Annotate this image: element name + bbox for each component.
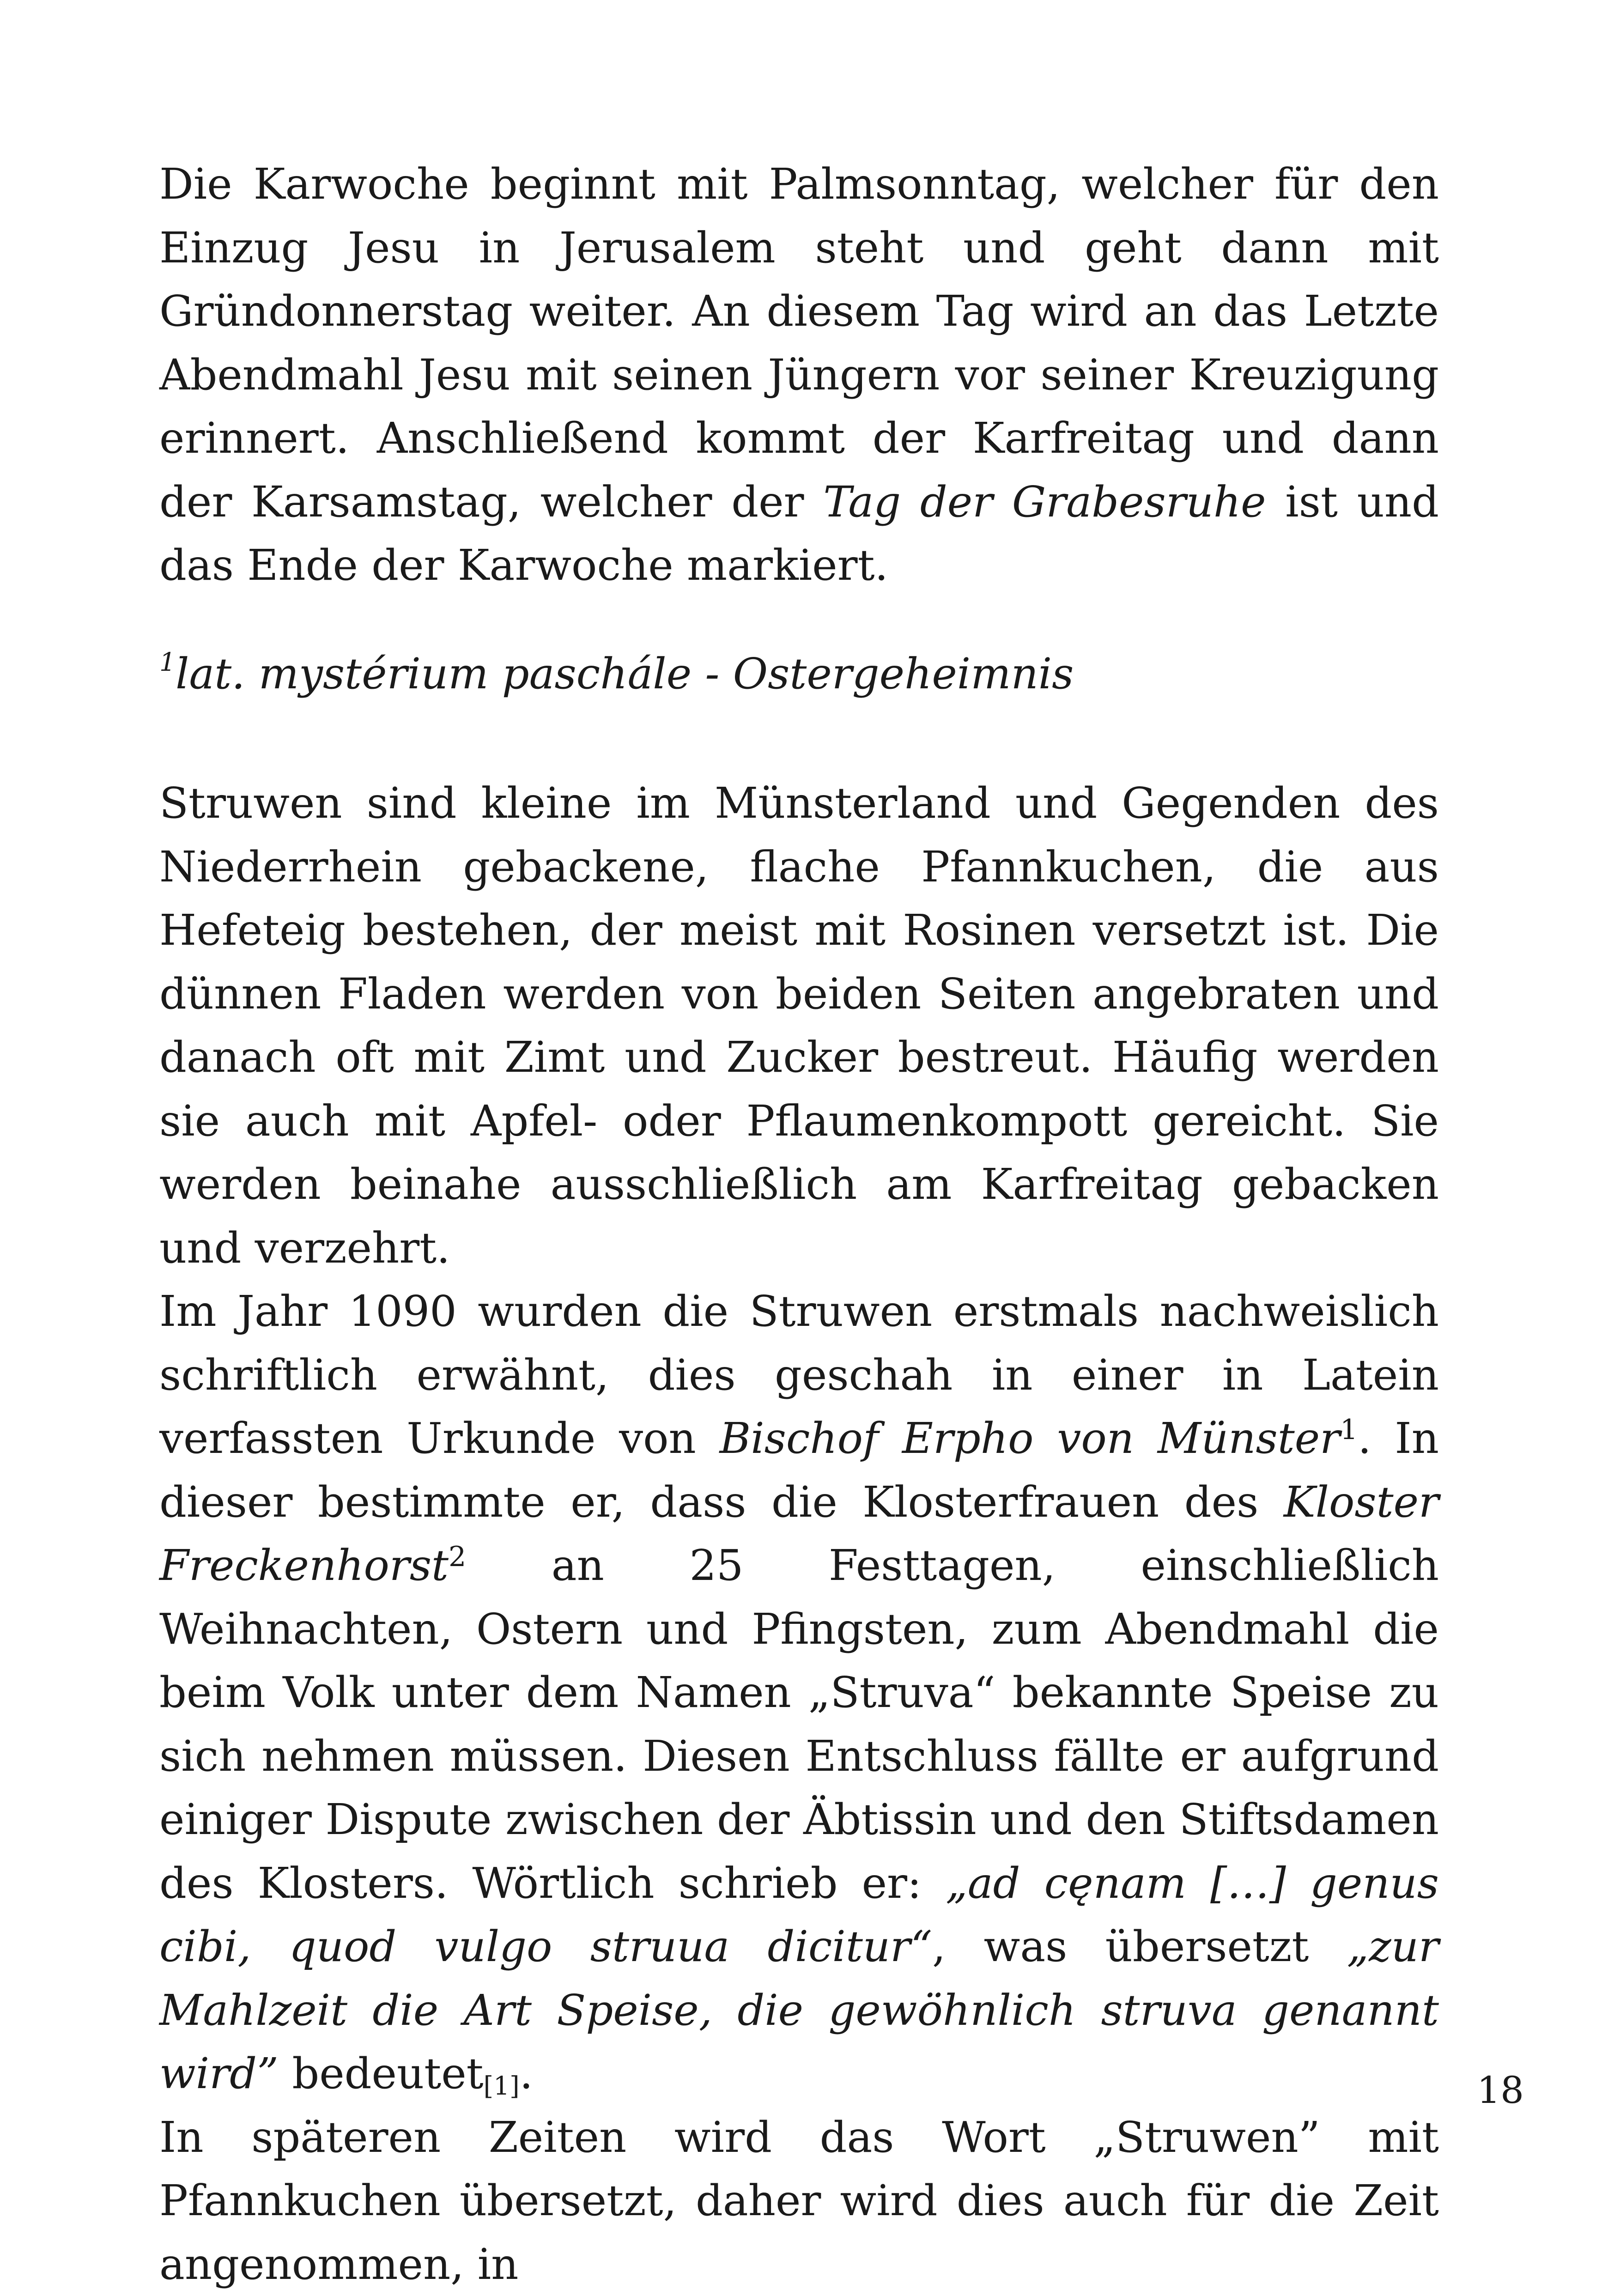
history-text-e: bedeutet <box>279 2049 484 2098</box>
footnote-ref-2: 2 <box>449 1541 466 1573</box>
footnote-marker: 1 <box>159 647 176 677</box>
paragraph-later-times: In späteren Zeiten wird das Wort „Struwen” mit Pfannkuchen übersetzt, daher wird dies auch für die Zeit angenommen, in <box>159 2106 1439 2296</box>
history-text-f: . <box>520 2049 533 2098</box>
page-number: 18 <box>1477 2067 1524 2114</box>
history-text-a: Im Jahr 1090 wurden die Struwen erstmals nachweislich schriftlich erwähnt, dies geschah in einer in Latein verfassten Urkunde von <box>159 1287 1439 1463</box>
translation-quote: „zur Mahlzeit die Art Speise, die gewöhnlich struva genannt wird” <box>159 1922 1439 2098</box>
paragraph-history <box>159 1280 1439 2106</box>
footnote <box>159 642 1439 706</box>
paragraph-karwoche-text-a: Die Karwoche beginnt mit Palmsonntag, welcher für den Einzug Jesu in Jerusalem steht und geht dann mit Gründonnerstag weiter. An diesem Tag wird an das Letzte Abendmahl Jesu mit seinen Jüngern vor seiner Kreuzigung erinnert. Anschließend kommt der Karfreitag und dann der Karsamstag, welcher der <box>159 159 1439 527</box>
text-block-top <box>159 152 1439 597</box>
term-tag-der-grabesruhe: Tag der Grabesruhe <box>823 477 1266 527</box>
history-text-c: an 25 Festtagen, einschließlich Weihnachten, Ostern und Pfingsten, zum Abendmahl die beim Volk unter dem Namen „Struva“ bekannte Speise zu sich nehmen müssen. Diesen Entschluss fällte er aufgrund einiger Dispute zwischen der Äbtissin und den Stiftsdamen des Klosters. Wörtlich schrieb er: <box>159 1541 1439 1908</box>
footnote-text: lat. mystérium paschále - Ostergeheimnis <box>176 649 1074 699</box>
text-block-main <box>159 771 1439 2296</box>
paragraph-karwoche-text-b: ist und das Ende der Karwoche markiert. <box>159 477 1439 590</box>
history-text-d: , was übersetzt <box>932 1922 1347 1971</box>
footnote-ref-1: 1 <box>1340 1414 1358 1446</box>
citation-ref: [1] <box>484 2071 520 2101</box>
term-bischof-erpho: Bischof Erpho von Münster <box>720 1414 1341 1463</box>
paragraph-struwen: Struwen sind kleine im Münsterland und Gegenden des Niederrhein gebackene, flache Pfannkuchen, die aus Hefeteig bestehen, der meist mit Rosinen versetzt ist. Die dünnen Fladen werden von beiden Seiten angebraten und danach oft mit Zimt und Zucker bestreut. Häufig werden sie auch mit Apfel- oder Pflaumenkompott gereicht. Sie werden beinahe ausschließlich am Karfreitag gebacken und verzehrt. <box>159 771 1439 1280</box>
term-kloster-freckenhorst: Kloster Freckenhorst <box>159 1477 1439 1591</box>
history-text-b: . In dieser bestimmte er, dass die Klosterfrauen des <box>159 1414 1439 1527</box>
latin-quote: „ad cęnam […] genus cibi, quod vulgo struua dicitur“ <box>159 1859 1439 1972</box>
paragraph-karwoche <box>159 152 1439 597</box>
